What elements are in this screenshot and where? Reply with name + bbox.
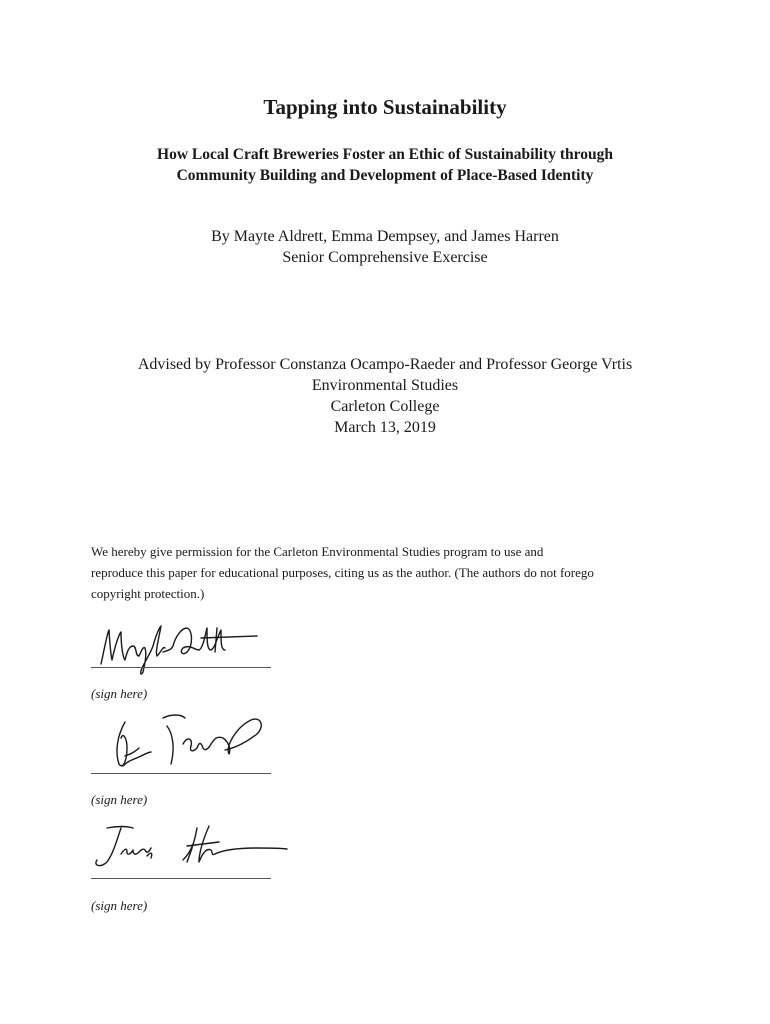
permission-line-3: copyright protection.) bbox=[91, 586, 205, 601]
author-byline bbox=[0, 226, 770, 268]
authors-line: By Mayte Aldrett, Emma Dempsey, and James Harren bbox=[211, 228, 559, 245]
signature-caption-1: (sign here) bbox=[91, 686, 148, 701]
permission-line-2: reproduce this paper for educational purposes, citing us as the author. (The authors do not forego bbox=[91, 565, 594, 580]
document-subtitle bbox=[0, 144, 770, 186]
signature-caption-2: (sign here) bbox=[91, 792, 148, 807]
department-line: Environmental Studies bbox=[311, 377, 459, 394]
permission-line-1: We hereby give permission for the Carleton Environmental Studies program to use and bbox=[91, 544, 544, 559]
signature-block-2 bbox=[91, 708, 311, 808]
signature-block-3 bbox=[91, 818, 311, 918]
signature-line-3 bbox=[91, 878, 271, 879]
advisors-line: Advised by Professor Constanza Ocampo-Raeder and Professor George Vrtis bbox=[137, 356, 633, 373]
college-line: Carleton College bbox=[330, 398, 440, 415]
permission-statement bbox=[91, 541, 691, 604]
signature-block-1 bbox=[91, 612, 311, 702]
date-line: March 13, 2019 bbox=[334, 419, 436, 436]
document-title: Tapping into Sustainability bbox=[263, 95, 507, 119]
advisor-block bbox=[0, 354, 770, 438]
subtitle-line-1: How Local Craft Breweries Foster an Ethic of Sustainability through bbox=[157, 146, 613, 163]
signature-caption-3: (sign here) bbox=[91, 898, 148, 913]
signature-image-3 bbox=[87, 822, 297, 872]
signature-image-2 bbox=[111, 708, 281, 774]
signature-line-2 bbox=[91, 773, 271, 774]
exercise-line: Senior Comprehensive Exercise bbox=[282, 249, 488, 266]
subtitle-line-2: Community Building and Development of Place-Based Identity bbox=[176, 167, 594, 184]
signature-line-1 bbox=[91, 667, 271, 668]
